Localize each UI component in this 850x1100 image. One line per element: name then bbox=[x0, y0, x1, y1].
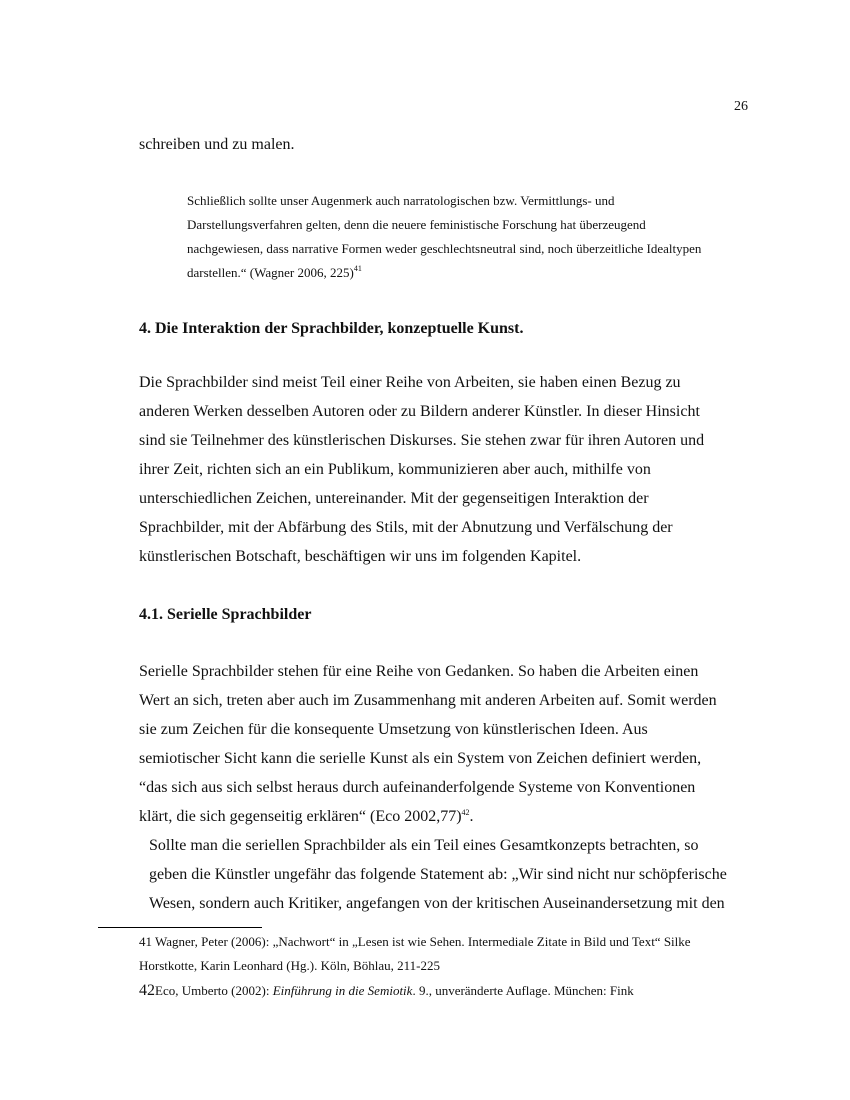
paragraph-line: Die Sprachbilder sind meist Teil einer Reihe von Arbeiten, sie haben einen Bezug zu bbox=[139, 374, 681, 391]
footnote-41-continued: Horstkotte, Karin Leonhard (Hg.). Köln, Böhlau, 211-225 bbox=[139, 958, 440, 973]
sentence-end: . bbox=[469, 808, 474, 825]
footnote-42-author: Eco, Umberto (2002): bbox=[155, 983, 273, 998]
paragraph-line: Wesen, sondern auch Kritiker, angefangen von der kritischen Auseinandersetzung mit den bbox=[149, 895, 725, 912]
footnote-42-title: Einführung in die Semiotik bbox=[272, 983, 413, 998]
quote-line: Schließlich sollte unser Augenmerk auch narratologischen bzw. Vermittlungs- und bbox=[187, 193, 615, 208]
section-heading-4-1: 4.1. Serielle Sprachbilder bbox=[139, 606, 312, 623]
section-heading-4: 4. Die Interaktion der Sprachbilder, konzeptuelle Kunst. bbox=[139, 320, 524, 337]
paragraph-line: ihrer Zeit, richten sich an ein Publikum, kommunizieren aber auch, mithilfe von bbox=[139, 461, 651, 478]
paragraph-line: “das sich aus sich selbst heraus durch aufeinanderfolgende Systeme von Konventionen bbox=[139, 779, 696, 796]
footnote-42 bbox=[139, 982, 634, 1000]
quote-line: Darstellungsverfahren gelten, denn die neuere feministische Forschung hat überzeugend bbox=[187, 217, 646, 232]
paragraph-line: sie zum Zeichen für die konsequente Umsetzung von künstlerischen Ideen. Aus bbox=[139, 721, 648, 738]
paragraph-line: Serielle Sprachbilder stehen für eine Reihe von Gedanken. So haben die Arbeiten einen bbox=[139, 663, 699, 680]
quote-text: darstellen.“ (Wagner 2006, 225) bbox=[187, 265, 354, 280]
paragraph-line: künstlerischen Botschaft, beschäftigen wir uns im folgenden Kapitel. bbox=[139, 548, 582, 565]
footnote-ref-41[interactable]: 41 bbox=[353, 264, 362, 273]
quote-line: nachgewiesen, dass narrative Formen weder geschlechtsneutral sind, noch überzeitliche Idealtypen bbox=[187, 241, 702, 256]
footnote-separator bbox=[98, 927, 262, 928]
paragraph-line: geben die Künstler ungefähr das folgende Statement ab: „Wir sind nicht nur schöpferische bbox=[149, 866, 727, 883]
page-number: 26 bbox=[734, 99, 748, 114]
lead-line: schreiben und zu malen. bbox=[139, 136, 295, 153]
footnote-ref-42[interactable]: 42 bbox=[461, 808, 470, 817]
footnote-42-details: . 9., unveränderte Auflage. München: Fink bbox=[412, 983, 634, 998]
footnote-41: 41 Wagner, Peter (2006): „Nachwort“ in „Lesen ist wie Sehen. Intermediale Zitate in Bild und Text“ Silke bbox=[139, 934, 691, 949]
paragraph-line: anderen Werken desselben Autoren oder zu Bildern anderer Künstler. In dieser Hinsicht bbox=[139, 403, 700, 420]
quote-line bbox=[187, 265, 362, 281]
paragraph-line: Sprachbilder, mit der Abfärbung des Stils, mit der Abnutzung und Verfälschung der bbox=[139, 519, 673, 536]
paragraph-text: klärt, die sich gegenseitig erklären“ (Eco 2002,77) bbox=[139, 808, 462, 825]
paragraph-line: semiotischer Sicht kann die serielle Kunst als ein System von Zeichen definiert werden, bbox=[139, 750, 702, 767]
paragraph-line: sind sie Teilnehmer des künstlerischen Diskurses. Sie stehen zwar für ihren Autoren und bbox=[139, 432, 705, 449]
paragraph-line: Sollte man die seriellen Sprachbilder als ein Teil eines Gesamtkonzepts betrachten, so bbox=[149, 837, 699, 854]
paragraph-line: unterschiedlichen Zeichen, untereinander. Mit der gegenseitigen Interaktion der bbox=[139, 490, 649, 507]
paragraph-line: Wert an sich, treten aber auch im Zusammenhang mit anderen Arbeiten auf. Somit werden bbox=[139, 692, 717, 709]
footnote-42-mark: 42 bbox=[139, 982, 155, 999]
paragraph-line bbox=[139, 808, 474, 826]
